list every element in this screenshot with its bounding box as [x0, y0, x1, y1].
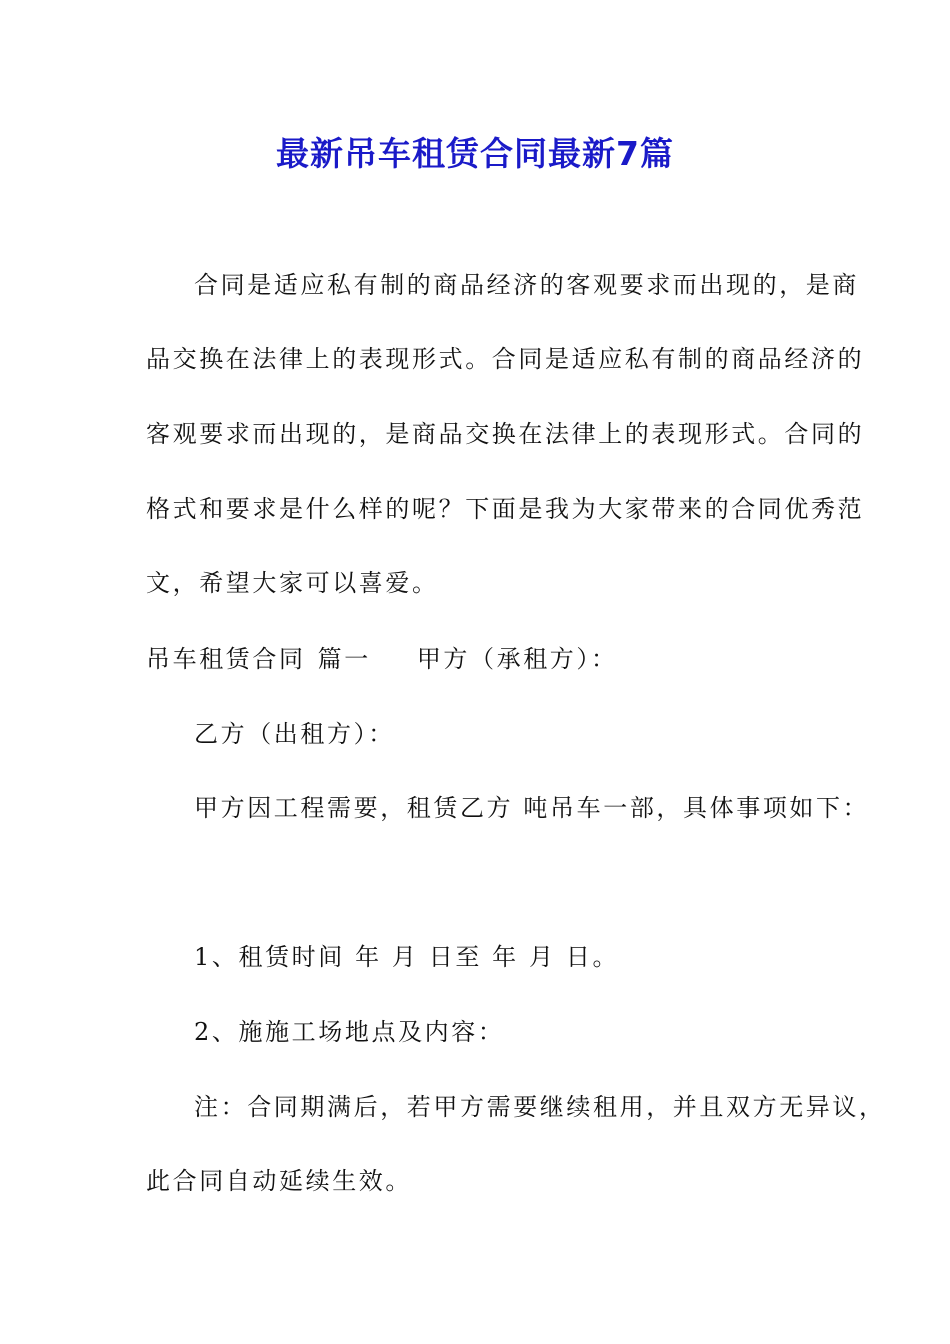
intro-line-5: 文，希望大家可以喜爱。 — [146, 569, 439, 597]
section-heading-line — [146, 644, 618, 674]
document-title: 最新吊车租赁合同最新7篇 — [276, 134, 674, 173]
intro-line-2: 品交换在法律上的表现形式。合同是适应私有制的商品经济的 — [146, 345, 865, 373]
clause-2: 2、施施工场地点及内容： — [194, 1018, 505, 1046]
note-line-2: 此合同自动延续生效。 — [146, 1167, 412, 1195]
party-a-label: 甲方（承租方）： — [416, 645, 618, 673]
intro-line-3: 客观要求而出现的，是商品交换在法律上的表现形式。合同的 — [146, 420, 865, 448]
party-b-label: 乙方（出租方）： — [194, 720, 395, 748]
note-line-1: 注：合同期满后，若甲方需要继续租用，并且双方无异议， — [194, 1093, 886, 1121]
section-heading: 吊车租赁合同 — [146, 645, 306, 673]
section-number: 篇一 — [317, 645, 371, 673]
intro-line-1: 合同是适应私有制的商品经济的客观要求而出现的，是商 — [194, 271, 859, 299]
intro-line-4: 格式和要求是什么样的呢？下面是我为大家带来的合同优秀范 — [146, 495, 865, 523]
purpose-line: 甲方因工程需要，租赁乙方 吨吊车一部，具体事项如下： — [194, 794, 870, 822]
clause-1: 1、租赁时间 年 月 日至 年 月 日。 — [194, 943, 620, 971]
